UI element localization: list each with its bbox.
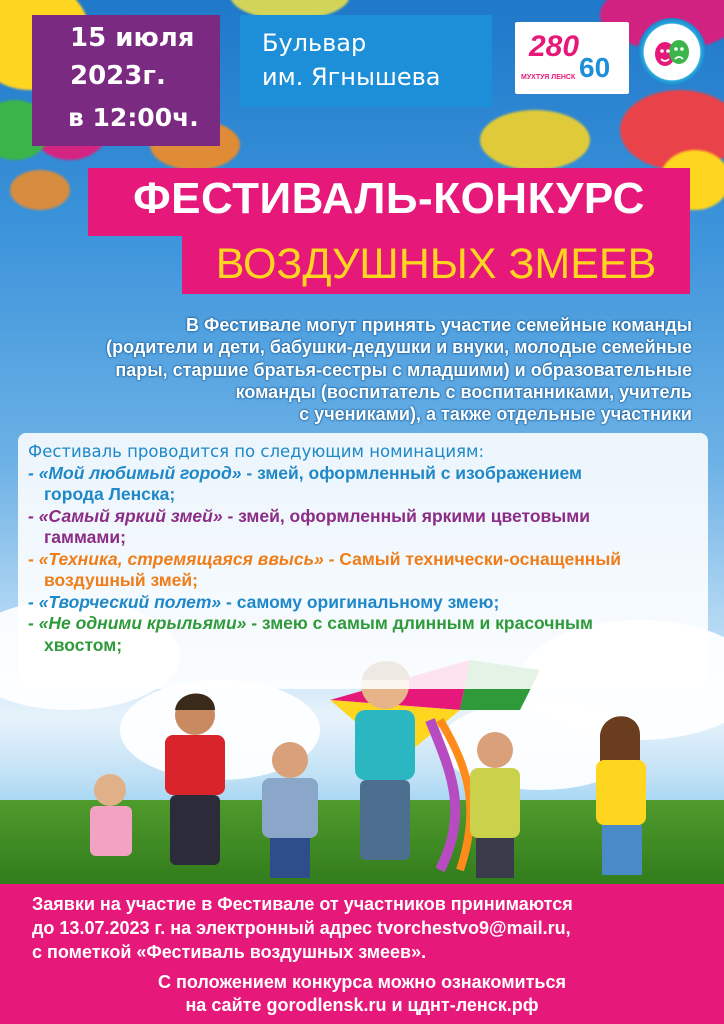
title-line2: ВОЗДУШНЫХ ЗМЕЕВ <box>215 240 657 288</box>
date-year: 2023г. <box>70 61 166 91</box>
nomination-cont: хвостом; <box>44 634 123 655</box>
date-box <box>32 15 220 146</box>
intro-line: с учениками), а также отдельные участники <box>299 404 692 425</box>
intro-line: пары, старшие братья-сестры с младшими) и образовательные <box>115 359 692 380</box>
cultural-center-logo <box>638 18 706 86</box>
nomination-title: - «Самый яркий змей» <box>28 505 223 526</box>
footer-line: до 13.07.2023 г. на электронный адрес tvorchestvo9@mail.ru, <box>32 918 571 938</box>
theater-masks-icon <box>638 18 706 86</box>
nomination-cont: города Ленска; <box>44 484 176 504</box>
place-line2: им. Ягнышева <box>262 63 441 91</box>
nomination-cont: гаммами; <box>44 527 126 547</box>
nominations-heading: Фестиваль проводится по следующим номинациям: <box>28 442 485 461</box>
nomination-desc: - Самый технически-оснащенный <box>323 548 622 569</box>
date-time: в 12:00ч. <box>68 103 199 132</box>
nominations-list <box>28 441 704 656</box>
nomination-title: - «Творческий полет» <box>28 591 222 612</box>
nomination-cont: воздушный змей; <box>44 570 198 590</box>
logo-caption: МУХТУЯ ЛЕНСК <box>521 74 576 81</box>
title-line1: ФЕСТИВАЛЬ-КОНКУРС <box>133 174 645 223</box>
date-day: 15 июля <box>70 23 195 53</box>
footer-banner <box>0 884 724 1024</box>
nomination-title: - «Мой любимый город» <box>28 462 242 483</box>
paint-splash <box>10 170 70 210</box>
intro-line: В Фестивале могут принять участие семейные команды <box>186 315 692 335</box>
nomination-title: - «Не одними крыльями» <box>28 613 247 633</box>
nomination-item <box>28 463 704 485</box>
anniversary-logo <box>515 22 629 94</box>
footer-line: С положением конкурса можно ознакомиться <box>158 972 566 992</box>
nomination-item <box>28 592 704 614</box>
footer-line: Заявки на участие в Фестивале от участников принимаются <box>32 894 573 914</box>
nomination-item <box>28 549 704 571</box>
nomination-title: - «Техника, стремящаяся ввысь» <box>28 548 324 569</box>
title-banner-sub <box>182 236 690 294</box>
place-line1: Бульвар <box>262 29 367 57</box>
nomination-desc: - змею с самым длинным и красочным <box>246 613 593 633</box>
nomination-desc: - змей, оформленный с изображением <box>241 462 582 483</box>
logo-number-60: 60 <box>579 52 611 83</box>
title-banner-main <box>88 168 690 236</box>
nomination-desc: - самому оригинальному змею; <box>221 591 500 612</box>
intro-line: (родители и дети, бабушки-дедушки и внуки, молодые семейные <box>106 337 692 358</box>
footer-line: с пометкой «Фестиваль воздушных змеев». <box>32 942 427 962</box>
footer-line: на сайте gorodlensk.ru и цднт-ленск.рф <box>185 995 539 1015</box>
intro-line: команды (воспитатель с воспитанниками, учитель <box>235 381 692 402</box>
nomination-desc: - змей, оформленный яркими цветовыми <box>222 505 590 526</box>
nomination-item <box>28 506 704 528</box>
paint-splash <box>480 110 590 170</box>
intro-paragraph <box>12 314 692 425</box>
nomination-item <box>28 613 704 635</box>
place-box <box>240 15 492 107</box>
logo-number-280: 280 <box>529 30 580 63</box>
